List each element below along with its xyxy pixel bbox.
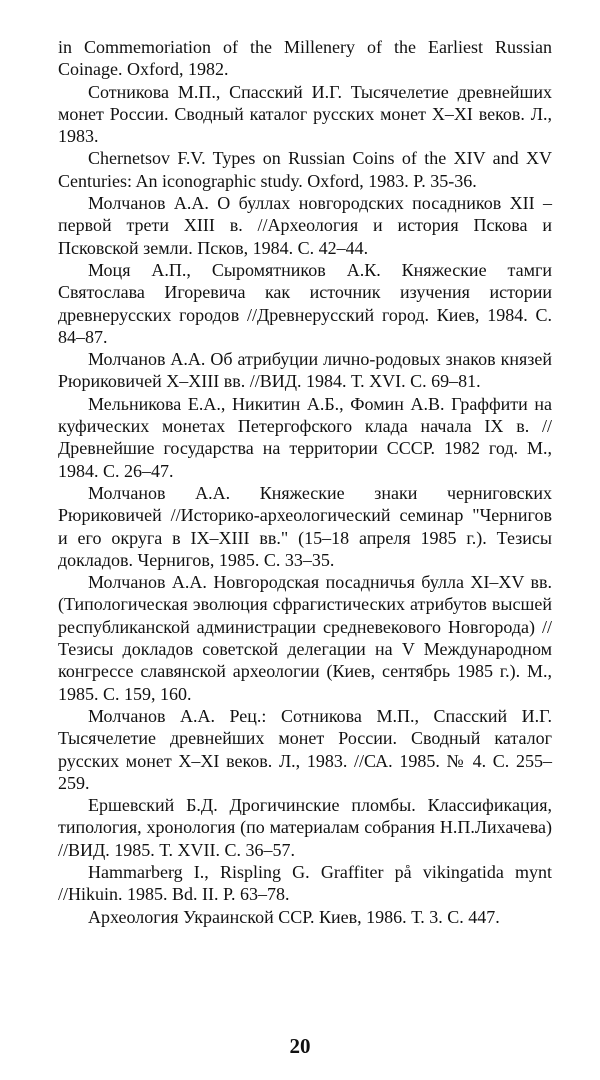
bibliography-entry: Моця А.П., Сыромятников А.К. Княжеские тамги Святослава Игоревича как источник изучения истории древнерусских городов //Древнерусский город. Киев, 1984. С. 84–87. bbox=[58, 259, 552, 347]
bibliography-entry: Молчанов А.А. Княжеские знаки черниговских Рюриковичей //Историко-археологический семинар "Чернигов и его округа в IX–XIII вв." (15–18 апреля 1985 г.). Тезисы докладов. Чернигов, 1985. С. 33–35. bbox=[58, 482, 552, 570]
bibliography-entry: Мельникова Е.А., Никитин А.Б., Фомин А.В. Граффити на куфических монетах Петергофского клада начала IX в. //Древнейшие государства на территории СССР. 1982 год. М., 1984. С. 26–47. bbox=[58, 393, 552, 481]
bibliography-entry: Hammarberg I., Rispling G. Graffiter på vikingatida mynt //Hikuin. 1985. Bd. II. P. 63–78. bbox=[58, 861, 552, 905]
bibliography-entry: Молчанов А.А. Об атрибуции лично-родовых знаков князей Рюриковичей X–XIII вв. //ВИД. 1984. Т. XVI. С. 69–81. bbox=[58, 349, 552, 392]
bibliography-entry: Молчанов А.А. Новгородская посадничья булла XI–XV вв. (Типологическая эволюция сфрагистических атрибутов высшей республиканской администрации средневекового Новгорода) //Тезисы докладов советской делегации на V Международном конгрессе славянской археологии (Киев, сентябрь 1985 г.). М., 1985. С. 159, 160. bbox=[58, 572, 552, 704]
bibliography-entry: Молчанов А.А. О буллах новгородских посадников XII – первой трети XIII в. //Археология и история Пскова и Псковской земли. Псков, 1984. С. 42–44. bbox=[58, 193, 552, 258]
bibliography-entry: Сотникова М.П., Спасский И.Г. Тысячелетие древнейших монет России. Сводный каталог русских монет X–XI веков. Л., 1983. bbox=[58, 81, 552, 147]
bibliography-page bbox=[58, 36, 552, 928]
bibliography-entry: Археология Украинской ССР. Киев, 1986. Т. 3. С. 447. bbox=[88, 906, 500, 927]
bibliography-entry: in Commemoriation of the Millenery of the Earliest Russian Coinage. Oxford, 1982. bbox=[58, 37, 552, 80]
bibliography-entry: Молчанов А.А. Рец.: Сотникова М.П., Спасский И.Г. Тысячелетие древнейших монет России. Сводный каталог русских монет X–XI веков. Л., 1983. //СА. 1985. № 4. С. 255–259. bbox=[58, 705, 552, 793]
bibliography-entry: Chernetsov F.V. Types on Russian Coins of the XIV and XV Centuries: An iconographic study. Oxford, 1983. P. 35-36. bbox=[58, 148, 552, 191]
page-number: 20 bbox=[289, 1034, 311, 1058]
bibliography-entry: Ершевский Б.Д. Дрогичинские пломбы. Классификация, типология, хронология (по материалам собрания Н.П.Лихачева) //ВИД. 1985. Т. XVII. С. 36–57. bbox=[58, 795, 552, 860]
